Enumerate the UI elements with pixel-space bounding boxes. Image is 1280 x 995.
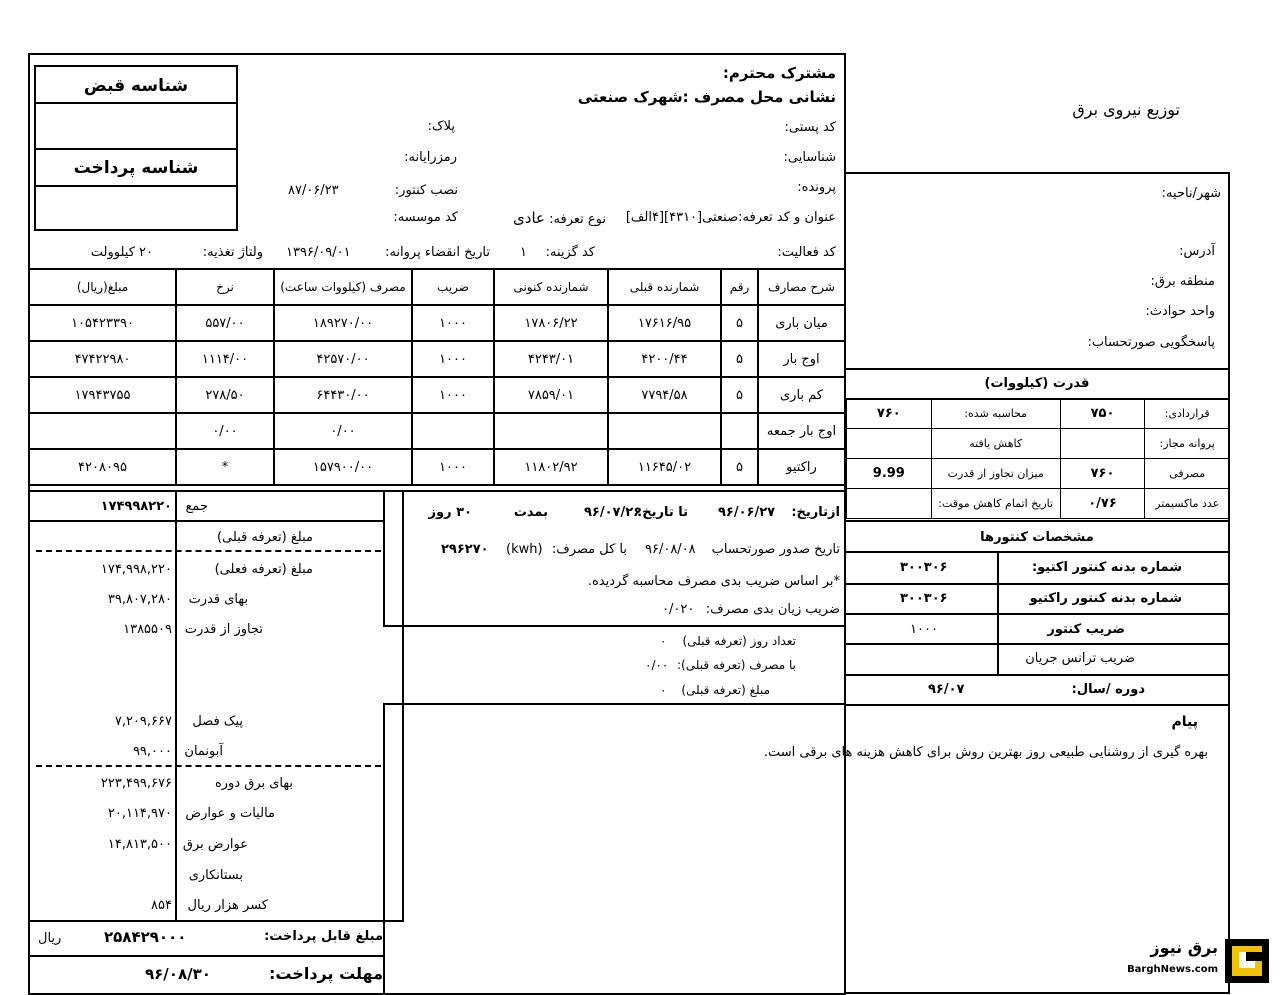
curr-tariff-label: مبلغ (تعرفه فعلی) <box>214 562 313 577</box>
company-name: توزیع نیروی برق <box>1072 100 1180 119</box>
prev-days-value: ۰ <box>660 634 667 648</box>
total-usage-unit: (kwh) <box>506 542 543 557</box>
cell <box>1060 429 1145 459</box>
max-label: عدد ماکسیمتر <box>1145 489 1230 519</box>
meter-coef-label: ضریب کنتور <box>1047 622 1125 637</box>
payable-value: ۲۵۸۴۲۹۰۰۰ <box>104 928 187 946</box>
cell <box>412 413 494 449</box>
loss-coef-label: ضریب زیان بدی مصرف: <box>705 602 840 617</box>
subscription-label: آبونمان <box>184 744 223 759</box>
deadline-value: ۹۶/۰۸/۳۰ <box>145 965 211 983</box>
power-cost-label: بهای قدرت <box>188 592 248 607</box>
cell: ۷۸۵۹/۰۱ <box>494 377 608 413</box>
cell: کم باری <box>758 377 845 413</box>
usage-table <box>28 268 846 486</box>
cell: ۴۲۰۸۰۹۵ <box>29 449 176 485</box>
cell <box>847 429 932 459</box>
contract-value: ۷۵۰ <box>1060 399 1145 429</box>
address-label: آدرس: <box>1179 244 1215 259</box>
id-label: شناسایی: <box>783 150 836 165</box>
cell: ۱۵۷۹۰۰/۰۰ <box>274 449 412 485</box>
calc-value: ۷۶۰ <box>847 399 932 429</box>
to-date-label: تا تاریخ: <box>637 505 688 520</box>
duration-label: بمدت <box>513 505 548 520</box>
deduct-label: کسر هزار ریال <box>187 898 268 913</box>
institution-label: کد موسسه: <box>393 210 458 225</box>
deduct-value: ۸۵۴ <box>151 898 172 913</box>
divider <box>36 550 381 552</box>
reactive-meter-value: ۳۰۰۳۰۶ <box>900 591 948 606</box>
install-value: ۸۷/۰۶/۲۳ <box>288 183 339 198</box>
col-header: مصرف (کیلووات ساعت) <box>274 269 412 305</box>
divider <box>34 148 238 150</box>
logo-name: برق نیوز <box>1150 938 1218 957</box>
cell: ۰/۰۰ <box>176 413 274 449</box>
tax-label: مالیات و عوارض <box>185 806 275 821</box>
period-cost-label: بهای برق دوره <box>214 776 293 791</box>
ramz-label: رمزرایانه: <box>404 150 457 165</box>
creditor-label: بستانکاری <box>188 868 243 883</box>
col-header: رقم <box>721 269 758 305</box>
greeting: مشترک محترم: <box>722 64 836 82</box>
cell: ۱۱۶۴۵/۰۲ <box>608 449 721 485</box>
usage-header-row <box>29 269 845 305</box>
region-label: منطقه برق: <box>1150 274 1215 289</box>
cell <box>494 413 608 449</box>
divider <box>844 643 1230 645</box>
license-label: تاریخ انقضاء پروانه: <box>385 245 490 260</box>
option-value: ۱ <box>520 245 527 260</box>
barghnews-logo <box>1224 938 1270 984</box>
city-label: شهر/ناحیه: <box>1161 186 1221 201</box>
period-year-value: ۹۶/۰۷ <box>928 682 965 697</box>
total-usage-value: ۲۹۶۲۷۰ <box>441 542 489 557</box>
cell: ۵ <box>721 341 758 377</box>
cell: ۱۷۹۴۳۷۵۵ <box>29 377 176 413</box>
used-value: ۷۶۰ <box>1060 459 1145 489</box>
cell: ۱۰۰۰ <box>412 449 494 485</box>
meter-coef-value: ۱۰۰۰ <box>910 622 938 637</box>
response-label: پاسخگویی صورتحساب: <box>1087 335 1215 350</box>
cell: ۵ <box>721 377 758 413</box>
power-table <box>846 398 1230 519</box>
table-row <box>29 341 845 377</box>
cell: ۷۷۹۴/۵۸ <box>608 377 721 413</box>
payable-unit: ریال <box>38 931 62 946</box>
postal-code-label: کد پستی: <box>784 120 836 135</box>
divider <box>34 102 238 104</box>
max-value: ۰/۷۶ <box>1060 489 1145 519</box>
cell: اوج بار جمعه <box>758 413 845 449</box>
calc-note: *بر اساس ضریب بدی مصرف محاسبه گردیده. <box>587 574 840 589</box>
cell: ۱۰۵۴۲۳۳۹۰ <box>29 305 176 341</box>
curr-tariff-value: ۱۷۴,۹۹۸,۲۲۰ <box>100 562 172 577</box>
file-label: پرونده: <box>797 180 836 195</box>
col-header: شمارنده کنونی <box>494 269 608 305</box>
tariff-title-value: صنعتی[۴۳۱۰][۴الف] <box>625 210 739 225</box>
divider <box>844 172 1230 174</box>
license-value: ۱۳۹۶/۰۹/۰۱ <box>286 245 351 260</box>
tax-value: ۲۰,۱۱۴,۹۷۰ <box>107 806 172 821</box>
divider <box>175 490 177 920</box>
trans-coef-label: ضریب ترانس جریان <box>1025 651 1135 666</box>
message-text: بهره گیری از روشنایی طبیعی روز بهترین روش برای کاهش هزینه های برقی است. <box>763 745 1208 760</box>
divider <box>844 520 1230 522</box>
divider <box>34 185 238 187</box>
payment-id-label: شناسه پرداخت <box>73 158 199 178</box>
prev-days-label: تعداد روز (تعرفه قبلی) <box>682 634 796 648</box>
cell: ۶۴۴۳۰/۰۰ <box>274 377 412 413</box>
tariff-title-label: عنوان و کد تعرفه: <box>738 210 836 225</box>
reactive-meter-label: شماره بدنه کنتور راکتیو <box>1029 591 1182 606</box>
install-label: نصب کنتور: <box>394 183 458 198</box>
sum-label: جمع <box>185 499 208 514</box>
voltage-value: ۲۰ کیلوولت <box>90 245 153 260</box>
prev-amount-value: ۰ <box>660 683 667 697</box>
divider <box>28 955 383 957</box>
excess-label: میزان تجاوز از قدرت <box>931 459 1060 489</box>
table-row <box>29 413 845 449</box>
col-header: ضریب <box>412 269 494 305</box>
deadline-label: مهلت پرداخت: <box>268 964 383 983</box>
plate-label: پلاک: <box>427 119 455 134</box>
calc-label: محاسبه شده: <box>931 399 1060 429</box>
peak-value: ۷,۲۰۹,۶۶۷ <box>114 714 172 729</box>
issue-date-label: تاریخ صدور صورتحساب <box>711 542 840 557</box>
prev-usage-value: ۰/۰۰ <box>645 658 669 672</box>
subscription-value: ۹۹,۰۰۰ <box>132 744 172 759</box>
active-meter-label: شماره بدنه کنتور اکتیو: <box>1031 560 1182 575</box>
divider <box>28 490 846 492</box>
divider <box>28 920 404 922</box>
cell: ۵ <box>721 305 758 341</box>
divider <box>383 703 385 920</box>
cell: ۴۲۵۷۰/۰۰ <box>274 341 412 377</box>
cell: راکتیو <box>758 449 845 485</box>
prev-usage-label: با مصرف (تعرفه قبلی): <box>677 658 796 672</box>
col-header: شرح مصارف <box>758 269 845 305</box>
tariff-title <box>626 210 836 226</box>
activity-label: کد فعالیت: <box>777 245 836 260</box>
issue-date-value: ۹۶/۰۸/۰۸ <box>645 542 696 557</box>
divider <box>844 613 1230 615</box>
excess-cost-value: ۱۳۸۵۵۰۹ <box>123 622 172 637</box>
temp-label: تاریخ اتمام کاهش موقت: <box>931 489 1060 519</box>
cell: ۴۲۴۳/۰۱ <box>494 341 608 377</box>
divider <box>402 490 404 920</box>
voltage-label: ولتاژ تغذیه: <box>202 245 263 260</box>
to-date-value: ۹۶/۰۷/۲۶ <box>584 505 642 520</box>
excess-cost-label: تجاوز از قدرت <box>184 622 263 637</box>
incident-label: واحد حوادث: <box>1145 304 1215 319</box>
cell: ۵ <box>721 449 758 485</box>
prev-tariff-label: مبلغ (تعرفه قبلی) <box>216 530 313 545</box>
excess-value: 9.99 <box>847 459 932 489</box>
cell: ۱۰۰۰ <box>412 305 494 341</box>
divider <box>383 490 385 625</box>
divider <box>383 703 846 705</box>
payable-label: مبلغ قابل پرداخت: <box>264 929 383 944</box>
cell: ۱۰۰۰ <box>412 341 494 377</box>
cell: ۱۱۱۴/۰۰ <box>176 341 274 377</box>
prev-amount-label: مبلغ (تعرفه قبلی) <box>681 683 770 697</box>
cell: ۱۰۰۰ <box>412 377 494 413</box>
message-title: پیام <box>1171 714 1198 730</box>
logo-icon <box>1224 938 1270 984</box>
cell: ۱۷۸۰۶/۲۲ <box>494 305 608 341</box>
bill-id-label: شناسه قبض <box>83 76 189 96</box>
duty-value: ۱۴,۸۱۳,۵۰۰ <box>107 837 172 852</box>
license-allowed-label: پروانه مجاز: <box>1145 429 1230 459</box>
meters-title: مشخصات کنتورها <box>980 530 1094 545</box>
divider <box>28 520 383 522</box>
used-label: مصرفی <box>1145 459 1230 489</box>
sum-value: ۱۷۴۹۹۸۲۲۰ <box>100 499 172 514</box>
cell: ۲۷۸/۵۰ <box>176 377 274 413</box>
col-header: مبلغ(ریال) <box>29 269 176 305</box>
col-header: شمارنده قبلی <box>608 269 721 305</box>
total-usage-label: با کل مصرف: <box>551 542 627 557</box>
col-header: نرخ <box>176 269 274 305</box>
cell: ۱۸۹۲۷۰/۰۰ <box>274 305 412 341</box>
logo-site: BarghNews.com <box>1127 964 1218 975</box>
period-cost-value: ۲۲۳,۴۹۹,۶۷۶ <box>100 776 172 791</box>
cell: ۱۷۶۱۶/۹۵ <box>608 305 721 341</box>
address-line: نشانی محل مصرف :شهرک صنعتی <box>577 88 836 106</box>
cell <box>29 413 176 449</box>
table-row <box>29 305 845 341</box>
power-cost-value: ۳۹,۸۰۷,۲۸۰ <box>107 592 172 607</box>
contract-label: قراردادی: <box>1145 399 1230 429</box>
power-title: قدرت (کیلووات) <box>984 376 1090 391</box>
cell <box>721 413 758 449</box>
tariff-type-label: نوع تعرفه: <box>549 212 606 227</box>
tariff-type-value: عادی <box>513 209 545 227</box>
cell <box>608 413 721 449</box>
divider <box>383 625 846 627</box>
cell: ۴۲۰۰/۴۴ <box>608 341 721 377</box>
option-label: کد گزینه: <box>545 245 595 260</box>
tariff-type <box>513 210 606 228</box>
period-year-label: دوره /سال: <box>1071 682 1145 697</box>
table-row <box>29 377 845 413</box>
cell: ۱۱۸۰۲/۹۲ <box>494 449 608 485</box>
cell: میان باری <box>758 305 845 341</box>
table-row <box>29 449 845 485</box>
cell <box>847 489 932 519</box>
cell: اوج بار <box>758 341 845 377</box>
divider <box>844 551 1230 553</box>
from-date-value: ۹۶/۰۶/۲۷ <box>718 505 776 520</box>
divider <box>844 704 1230 706</box>
duration-value: ۳۰ روز <box>428 505 472 520</box>
divider <box>844 583 1230 585</box>
duty-label: عوارض برق <box>182 837 248 852</box>
cell: ۴۷۴۲۲۹۸۰ <box>29 341 176 377</box>
cell: ۵۵۷/۰۰ <box>176 305 274 341</box>
loss-coef-value: ۰/۰۲۰ <box>662 602 695 617</box>
from-date-label: ازتاریخ: <box>791 505 840 520</box>
divider <box>997 551 999 674</box>
active-meter-value: ۳۰۰۳۰۶ <box>900 560 948 575</box>
cell: ۰/۰۰ <box>274 413 412 449</box>
peak-label: پیک فصل <box>192 714 243 729</box>
divider <box>844 674 1230 676</box>
divider <box>383 920 385 994</box>
reduced-label: کاهش یافته <box>931 429 1060 459</box>
divider <box>36 765 381 767</box>
cell: * <box>176 449 274 485</box>
